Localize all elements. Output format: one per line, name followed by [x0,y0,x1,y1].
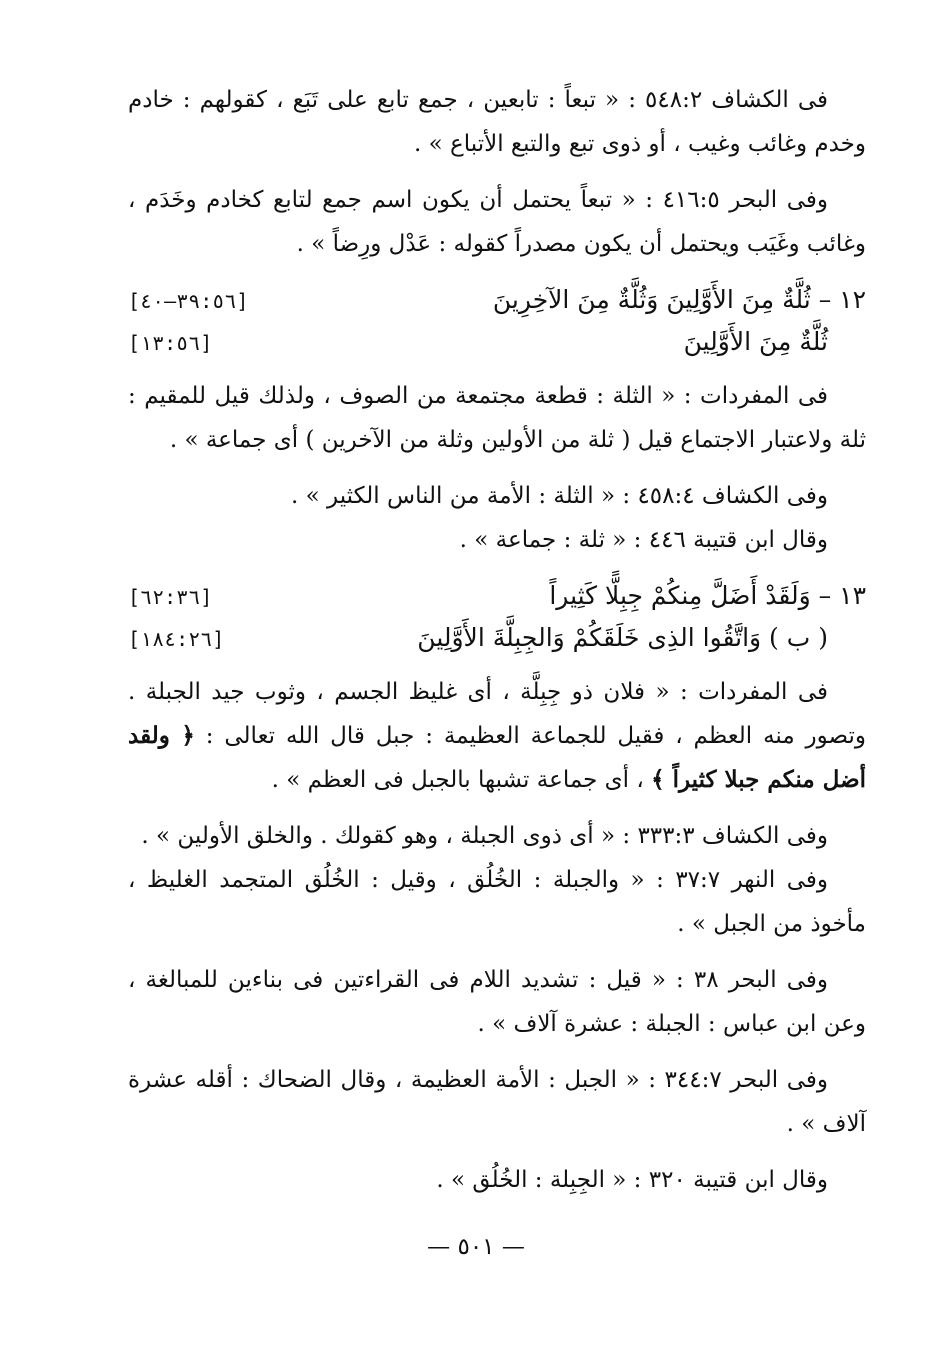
paragraph-text: وفى البحر ٤١٦:٥ : « تبعاً يحتمل أن يكون اسم جمع لتابع كخادم وخَدَم ، وغائب وغَيَب ويحتمل أن يكون مصدراً كقوله : عَدْل ورِضاً » . [128,187,866,257]
paragraph-bahr-jibl [128,1058,866,1146]
paragraph-kashshaf-tabaa [128,78,866,166]
verse-reference: [٣٩:٥٦–٤٠] [128,289,249,313]
paragraph-qutayba-jibilla [128,1158,866,1202]
paragraph-text: فى المفردات : « فلان ذو جِبِلَّة ، أى غليظ الجسم ، وثوب جيد الجبلة . وتصور منه العظم ، فقيل للجماعة العظيمة : جبل قال الله تعالى : [128,679,866,749]
paragraph-text: وفى البحر ٣٤٤:٧ : « الجبل : الأمة العظيمة ، وقال الضحاك : أقله عشرة آلاف » . [128,1067,866,1137]
paragraph-bahr-tabaa [128,178,866,266]
verse-13 [128,574,866,616]
paragraph-bahr-jibilla [128,958,866,1046]
verse-text: ثُلَّةٌ مِنَ الأَوَّلِينَ [683,327,828,356]
verse-12-second [128,320,866,362]
paragraph-kashshaf-thulla [128,474,866,518]
verse-reference: [١٣:٥٦] [128,331,213,355]
paragraph-qutayba-thulla [128,518,866,562]
verse-12 [128,278,866,320]
paragraph-nahr-jibilla [128,858,866,946]
verse-text: ( ب ) وَاتَّقُوا الذِى خَلَقَكُمْ وَالجِبِلَّةَ الأَوَّلِينَ [417,623,828,652]
page-number: — ٥٠١ — [427,1234,525,1260]
paragraph-text: وقال ابن قتيبة ٤٤٦ : « ثلة : جماعة » . [459,527,828,553]
paragraph-text: وفى الكشاف ٣٣٣:٣ : « أى ذوى الجبلة ، وهو كقولك . والخلق الأولين » . [141,823,828,849]
paragraph-text: وفى النهر ٣٧:٧ : « والجبلة : الخُلُق ، وقيل : الخُلُق المتجمد الغليظ ، مأخوذ من الجبل » . [128,867,866,937]
paragraph-text: وقال ابن قتيبة ٣٢٠ : « الجِبِلة : الخُلُق » . [436,1167,828,1193]
paragraph-kashshaf-jibilla [128,814,866,858]
paragraph-text: وفى البحر ٣٨ : « قيل : تشديد اللام فى القراءتين فى بناءين للمبالغة ، وعن ابن عباس : الجبلة : عشرة آلاف » . [128,967,866,1037]
paragraph-text: فى الكشاف ٥٤٨:٢ : « تبعاً : تابعين ، جمع تابع على تَبَع ، كقولهم : خادم وخدم وغائب وغيب ، أو ذوى تبع والتبع الأتباع » . [128,87,866,157]
verse-reference: [٦٢:٣٦] [128,585,213,609]
page-body [128,78,866,1202]
paragraph-text: فى المفردات : « الثلة : قطعة مجتمعة من الصوف ، ولذلك قيل للمقيم : ثلة ولاعتبار الاجتماع قيل ( ثلة من الأولين وثلة من الآخرين ) أى جماعة » . [128,383,866,453]
paragraph-mufradat-thulla [128,374,866,462]
verse-text: ١٢ – ثُلَّةٌ مِنَ الأَوَّلِينَ وَثُلَّةٌ مِنَ الآخِرِينَ [492,285,866,314]
quran-quote: ﴿ ولقد أضل منكم جبلا كثيراً ﴾ [128,722,866,793]
verse-13-b [128,616,866,658]
paragraph-text: وفى الكشاف ٤٥٨:٤ : « الثلة : الأمة من الناس الكثير » . [291,483,828,509]
paragraph-mufradat-jibilla [128,670,866,802]
verse-reference: [١٨٤:٢٦] [128,627,225,651]
paragraph-text: ، أى جماعة تشبها بالجبل فى العظم » . [271,767,652,793]
verse-text: ١٣ – وَلَقَدْ أَضَلَّ مِنكُمْ جِبِلًّا كَثِيراً [549,581,866,610]
